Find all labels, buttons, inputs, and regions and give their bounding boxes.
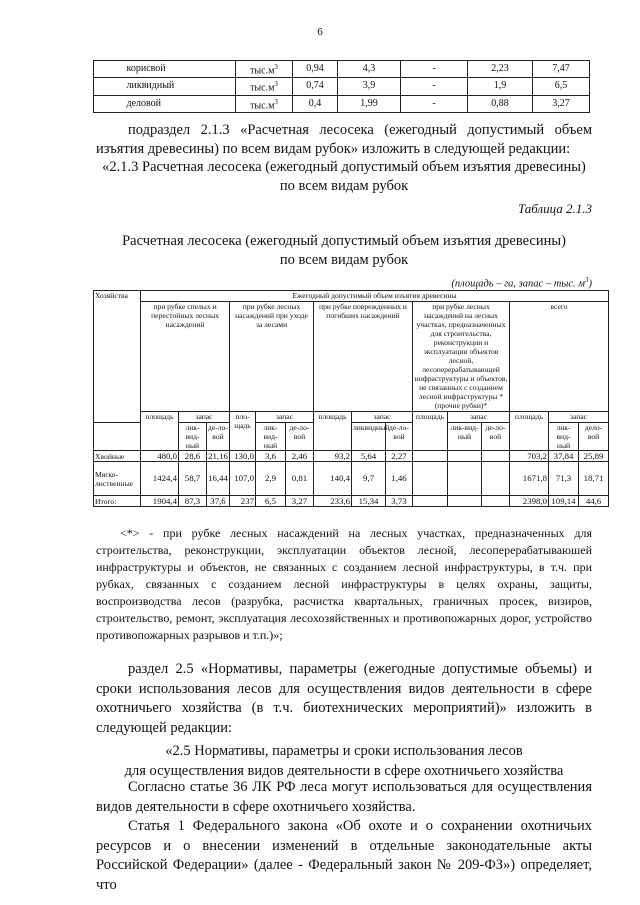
- cell-value: 109,14: [549, 496, 579, 507]
- header-stock: запас: [256, 412, 314, 423]
- cell-value: 18,71: [579, 462, 609, 496]
- header-liquid: лик-вид-ный: [256, 423, 286, 451]
- cell-value: 130,0: [230, 451, 256, 462]
- cell-value: 25,89: [579, 451, 609, 462]
- header-group-care: при рубке лесных насаждений при уходе за лесами: [230, 302, 314, 412]
- header-area: площадь: [141, 412, 179, 451]
- unit: $тыс.м^3$: [236, 78, 293, 95]
- row-label: корисвой: [124, 61, 236, 78]
- header-business: дело-вой: [579, 423, 609, 451]
- paragraph-article-36: Согласно статье 36 ЛК РФ леса могут использоваться для осуществления видов деятельности в сфере охотничьего хозяйства. Статья 1 Федерального закона «Об охоте и о сохранении охотничьих ресурсов и о внесении изменений в отдельные законодательные акты Российской Федерации» (далее - Федеральный закон № 209-ФЗ») определяет, что: [96, 779, 592, 893]
- header-liquid: лик-вид-ный: [179, 423, 207, 451]
- cell-value: 0,88: [468, 95, 533, 112]
- header-business: де-ло-вой: [386, 423, 413, 451]
- table-number: Таблица 2.1.3: [517, 201, 592, 216]
- header-liquid: ликвидный: [352, 423, 386, 451]
- cell-value: 6,5: [256, 496, 286, 507]
- header-farm: Хозяйства: [94, 291, 141, 423]
- header-stock: запас: [549, 412, 609, 423]
- cell-value: 15,34: [352, 496, 386, 507]
- header-area: площадь: [314, 412, 352, 451]
- cell-value: [482, 451, 510, 462]
- cell-value: 9,7: [352, 462, 386, 496]
- cell-value: 1904,4: [141, 496, 179, 507]
- cell-value: 237: [230, 496, 256, 507]
- row-label: Хвойные: [94, 451, 141, 462]
- cell-value: 87,3: [179, 496, 207, 507]
- cell-value: 1,99: [338, 95, 401, 112]
- cell-value: [482, 496, 510, 507]
- cell-value: [482, 462, 510, 496]
- unit: $тыс.м^3$: [236, 61, 293, 78]
- cell-value: 1424,4: [141, 462, 179, 496]
- cell-value: 0,94: [293, 61, 338, 78]
- header-stock: запас: [352, 412, 413, 423]
- cell-value: 0,4: [293, 95, 338, 112]
- header-area: пло-щадь: [230, 412, 256, 451]
- cell-value: 3,27: [533, 95, 590, 112]
- table-row: [94, 462, 609, 496]
- unit: $тыс.м^3$: [236, 95, 293, 112]
- cell-value: 1671,8: [510, 462, 549, 496]
- cell-value: 28,6: [179, 451, 207, 462]
- cell-value: 107,0: [230, 462, 256, 496]
- page-number: 6: [317, 26, 323, 38]
- header-group-damaged: при рубке поврежденных и погибших насаждений: [314, 302, 413, 412]
- cell-value: 2398,0: [510, 496, 549, 507]
- cell-value: [448, 451, 482, 462]
- table-row: [94, 95, 590, 112]
- cell-value: 3,6: [256, 451, 286, 462]
- cell-value: [448, 496, 482, 507]
- header-annual-volume: Ежегодный допустимый объем изъятия древесины: [141, 291, 609, 302]
- cell-value: 2,46: [286, 451, 314, 462]
- footnote: <*> - при рубке лесных насаждений на лесных участках, предназначенных для строительства, реконструкции, эксплуатации объектов лесной, лесоперерабатываюшей инфраструктуры и объектов, не связанных с созданием лесной инфраструктуры, в т.ч. при рубках, связанных с созданием лесной инфраструктуры в целях охраны, защиты, воспроизводства лесов (разрубка, расчистка квартальных, граничных просек, визиров, строительство, ремонт, эксплуатация лесохозяйственных и противопожарных дорог, устройство противопожарных разрывов и т.п.)»;: [96, 526, 592, 642]
- cell-value: 4,3: [338, 61, 401, 78]
- cell-value: 140,4: [314, 462, 352, 496]
- table-title: Расчетная лесосека (ежегодный допустимый объем изъятия древесины) по всем видам рубок: [122, 233, 566, 268]
- cell-value: 2,23: [468, 61, 533, 78]
- paragraph-section-2-5: раздел 2.5 «Нормативы, параметры (ежегодные допустимые объемы) и сроки использования лесов для осуществления видов деятельности в сфере охотничьего хозяйства (в т.ч. биотехнических мероприятий)» изложить в следующей редакции: «2.5 Нормативы, параметры и сроки использования лесов для осуществления видов деятельности в сфере охотничьего хозяйства: [96, 661, 592, 779]
- cell-value: 5,64: [352, 451, 386, 462]
- cell-value: 2,9: [256, 462, 286, 496]
- cell-value: 37,6: [207, 496, 230, 507]
- header-business: де-ло-вой: [286, 423, 314, 451]
- header-stock: запас: [179, 412, 230, 423]
- header-liquid: лик-вид-ный: [448, 423, 482, 451]
- table-row: [94, 78, 590, 95]
- cell-value: 1,46: [386, 462, 413, 496]
- cell-value: 58,7: [179, 462, 207, 496]
- header-business: де-ло-вой: [482, 423, 510, 451]
- cell-value: 44,6: [579, 496, 609, 507]
- row-label: ликвидный: [124, 78, 236, 95]
- cell-value: [448, 462, 482, 496]
- table-row: [94, 451, 609, 462]
- row-label: деловой: [124, 95, 236, 112]
- cell-value: [413, 496, 448, 507]
- cell-value: 71,3: [549, 462, 579, 496]
- header-stock: запас: [448, 412, 510, 423]
- cell-value: 6,5: [533, 78, 590, 95]
- paragraph-subsection-2-1-3: подраздел 2.1.3 «Расчетная лесосека (ежегодный допустимый объем изъятия древесины) по всем видам рубок» изложить в следующей редакции: «2.1.3 Расчетная лесосека (ежегодный допустимый объем изъятия древесины) по всем видам рубок: [96, 122, 592, 194]
- cell-value: 16,44: [207, 462, 230, 496]
- cell-value: 93,2: [314, 451, 352, 462]
- cell-value: -: [401, 61, 468, 78]
- carryover-table: [93, 60, 590, 113]
- cell-value: 21,16: [208, 450, 228, 461]
- cell-value: 3,9: [338, 78, 401, 95]
- header-group-total: всего: [510, 302, 609, 412]
- header-area: площадь: [510, 412, 549, 451]
- header-group-mature: при рубке спелых и перестойных лесных насаждений: [141, 302, 230, 412]
- header-area: площадь: [413, 412, 448, 451]
- row-label: Мягко-лиственные: [94, 462, 141, 496]
- header-business: де-ло-вой: [207, 423, 230, 451]
- table-row: [94, 61, 590, 78]
- table-row: [94, 496, 609, 507]
- cell-value: -: [401, 95, 468, 112]
- cell-value: 3,73: [386, 496, 413, 507]
- cell-value: [413, 462, 448, 496]
- row-label: Итого:: [94, 496, 141, 507]
- cell-value: 233,6: [314, 496, 352, 507]
- cell-value: 703,2: [510, 451, 549, 462]
- cell-value: 0,74: [293, 78, 338, 95]
- cell-value: 1,9: [468, 78, 533, 95]
- header-liquid: лик-вид-ный: [549, 423, 579, 451]
- cell-value: 2,27: [386, 451, 413, 462]
- header-group-other: при рубке лесных насаждений на лесных участках, предназначенных для строительства, реконструкции и эксплуатации объектов лесной, лесоперерабатывающей инфраструктуры и объектов, не связанных с созданием лесной инфраструктуры * (прочие рубки)*: [413, 302, 510, 412]
- cell-value: 7,47: [533, 61, 590, 78]
- cell-value: 480,0: [141, 451, 179, 462]
- cell-value: [413, 451, 448, 462]
- cell-value: 3,27: [286, 496, 314, 507]
- cell-value: 0,81: [286, 462, 314, 496]
- table-units: (площадь – га, запас – тыс. $м^3$): [451, 276, 592, 290]
- cell-value: -: [401, 78, 468, 95]
- cell-value: 37,84: [549, 451, 579, 462]
- allowable-cut-table: [93, 290, 609, 507]
